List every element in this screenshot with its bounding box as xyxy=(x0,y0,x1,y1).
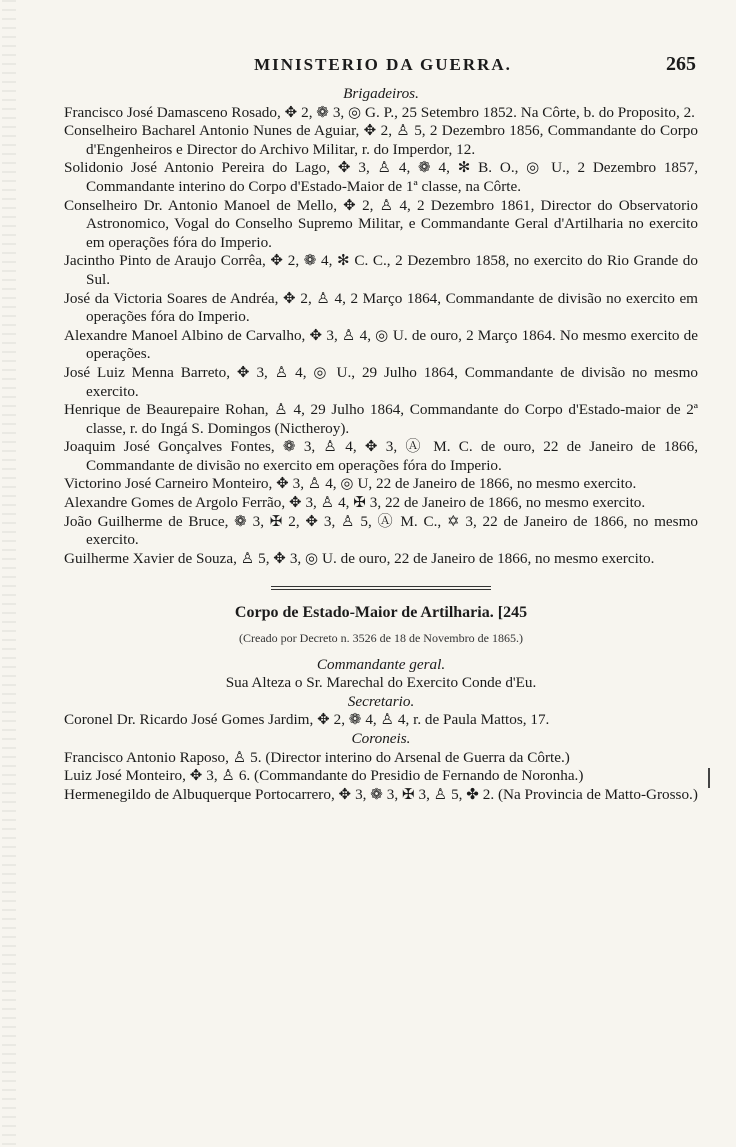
brigadeiro-entry: Joaquim José Gonçalves Fontes, ❁ 3, ♙ 4, ✥ 3, Ⓐ M. C. de ouro, 22 de Janeiro de 1866, Commandante de divisão no exercito em operações fóra do Imperio. xyxy=(64,438,698,474)
section-divider xyxy=(271,586,491,590)
page-body xyxy=(64,85,698,804)
page-header xyxy=(60,55,706,85)
brigadeiro-entry: Alexandre Gomes de Argolo Ferrão, ✥ 3, ♙ 4, ✠ 3, 22 de Janeiro de 1866, no mesmo exercito. xyxy=(64,494,646,512)
decree-note: (Creado por Decreto n. 3526 de 18 de Novembro de 1865.) xyxy=(239,631,523,646)
brigadeiro-entry: Francisco José Damasceno Rosado, ✥ 2, ❁ 3, ◎ G. P., 25 Setembro 1852. Na Côrte, b. do Proposito, 2. xyxy=(64,103,695,121)
section-title-text: Corpo de Estado-Maior de Artilharia. xyxy=(234,604,494,622)
coronel-entry: Luiz José Monteiro, ✥ 3, ♙ 6. (Commandante do Presidio de Fernando de Noronha.) xyxy=(64,767,584,785)
brigadeiro-entry: Victorino José Carneiro Monteiro, ✥ 3, ♙ 4, ◎ U, 22 de Janeiro de 1866, no mesmo exercito. xyxy=(64,475,637,493)
brigadeiro-entry: Solidonio José Antonio Pereira do Lago, ✥ 3, ♙ 4, ❁ 4, ✻ B. O., ◎ U., 2 Dezembro 1857, Commandante interino do Corpo d'Estado-Maior de 1ª classe, na Côrte. xyxy=(64,159,698,195)
brigadeiros-heading: Brigadeiros. xyxy=(343,85,419,102)
coroneis-heading: Coroneis. xyxy=(351,730,411,747)
commandante-heading: Commandante geral. xyxy=(316,655,446,673)
brigadeiro-entry: Guilherme Xavier de Souza, ♙ 5, ✥ 3, ◎ U. de ouro, 22 de Janeiro de 1866, no mesmo exercito. xyxy=(64,549,655,567)
brigadeiro-entry: José Luiz Menna Barreto, ✥ 3, ♙ 4, ◎ U., 29 Julho 1864, Commandante de divisão no mesmo exercito. xyxy=(64,363,698,400)
brigadeiro-entry: Henrique de Beaurepaire Rohan, ♙ 4, 29 Julho 1864, Commandante do Corpo d'Estado-maior de 2ª classe, r. do Ingá S. Domingos (Nictheroy). xyxy=(64,401,698,437)
commandante-entry: Sua Alteza o Sr. Marechal do Exercito Conde d'Eu. xyxy=(225,674,537,692)
coronel-entry: Hermenegildo de Albuquerque Portocarrero, ✥ 3, ❁ 3, ✠ 3, ♙ 5, ✤ 2. (Na Provincia de Matto-Grosso.) xyxy=(64,785,698,803)
brigadeiro-entry: João Guilherme de Bruce, ❁ 3, ✠ 2, ✥ 3, ♙ 5, Ⓐ M. C., ✡ 3, 22 de Janeiro de 1866, no mesmo exercito. xyxy=(64,512,698,549)
scan-margin xyxy=(2,0,16,1147)
coronel-entry: Francisco Antonio Raposo, ♙ 5. (Director interino do Arsenal de Guerra da Côrte.) xyxy=(64,748,570,766)
section-title xyxy=(64,604,698,623)
section-number: [245 xyxy=(497,604,528,622)
brigadeiro-entry: Jacintho Pinto de Araujo Corrêa, ✥ 2, ❁ 4, ✻ C. C., 2 Dezembro 1858, no exercito do Rio Grande do Sul. xyxy=(64,252,698,288)
secretario-heading: Secretario. xyxy=(347,692,415,710)
page-number: 265 xyxy=(666,53,696,75)
brigadeiro-entry: Conselheiro Bacharel Antonio Nunes de Aguiar, ✥ 2, ♙ 5, 2 Dezembro 1856, Commandante do Corpo d'Engenheiros e Director do Archivo Militar, r. do Imperdor, 12. xyxy=(64,122,698,158)
scan-mark xyxy=(708,768,710,788)
brigadeiro-entry: Conselheiro Dr. Antonio Manoel de Mello, ✥ 2, ♙ 4, 2 Dezembro 1861, Director do Observatorio Astronomico, Vogal do Conselho Supremo Militar, e Commandante Geral d'Artilharia no exercito em operações fóra do Imperio. xyxy=(64,196,698,251)
secretario-entry: Coronel Dr. Ricardo José Gomes Jardim, ✥ 2, ❁ 4, ♙ 4, r. de Paula Mattos, 17. xyxy=(64,711,550,729)
running-title: MINISTERIO DA GUERRA. xyxy=(254,55,512,74)
brigadeiro-entry: Alexandre Manoel Albino de Carvalho, ✥ 3, ♙ 4, ◎ U. de ouro, 2 Março 1864. No mesmo exercito de operações. xyxy=(64,326,698,363)
brigadeiro-entry: José da Victoria Soares de Andréa, ✥ 2, ♙ 4, 2 Março 1864, Commandante de divisão no exercito em operações fóra do Imperio. xyxy=(64,289,698,326)
